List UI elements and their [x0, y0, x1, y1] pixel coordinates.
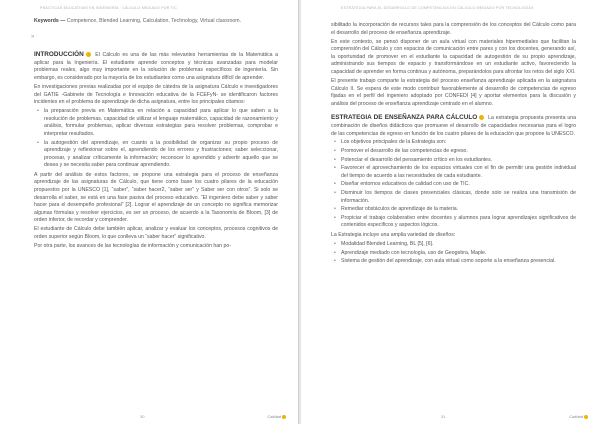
brand-mark [267, 414, 286, 419]
running-header: ESTRATEGIA PARA EL DESARROLLO DE COMPETENCIAS EN CÁLCULO MEDIADO POR TECNOLOGÍAS [341, 6, 534, 10]
right-page [301, 0, 600, 424]
left-page [0, 0, 299, 424]
factor-list [34, 108, 278, 170]
body-paragraph: Por otra parte, los avances de las tecnologías de información y comunicación han po- [34, 243, 231, 249]
body-paragraph: El presente trabajo comparte la estrategia del proceso enseñanza aprendizaje aplicada en la asignatura Cálculo II. Se espera de este modo contribuir favorablemente al desarrollo de competencias de egreso fijadas en el perfil del ingeniero adoptado por CONFEDI [4] y aportar elementos para la discusión y análisis del proceso de enseñanza aprendizaje centrado en el alumno. [331, 77, 576, 107]
objective-item: • Promover el desarrollo de las competencias de egreso. [341, 148, 576, 156]
keywords-text: Competence, Blended Learning, Calculation, Technology, Virtual classroom. [66, 18, 242, 24]
right-page-content [331, 22, 576, 394]
page-number: 30 [140, 414, 145, 419]
factor-item: • la preparación previa en Matemática en relación a capacidad para aplicar lo que saben a la resolución de problemas. capacidad de utilizar el lenguaje matemático, capacidad de razonamiento y análisis, formular problemas, aplicar diversas estrategias para resolver problemas, comprobar e interpretar resultados. [44, 108, 278, 138]
strategy-paragraph [331, 114, 576, 138]
objective-item: • Potenciar el desarrollo del pensamiento crítico en los estudiantes. [341, 157, 576, 165]
heading-bullet-icon [86, 52, 91, 57]
objectives-list [331, 139, 576, 230]
brand-text: Calidad [569, 414, 583, 419]
running-header: PRÁCTICAS EDUCATIVAS EN INGENIERÍA · CÁLCULO MEDIADO POR TIC [40, 6, 178, 10]
body-paragraph: El estudiante de Cálculo debe también aplicar, analizar y evaluar los conceptos, procesos cognitivos de orden superior según Bloom, lo que conlleva un “saber hacer” significativo. [34, 226, 278, 241]
objective-item: • Propiciar el trabajo colaborativo entre docentes y alumnos para lograr aprendizajes significativos de contenidos específicos y aspectos lógicos. [341, 215, 576, 230]
brand-text: Calidad [267, 414, 281, 419]
objectives-intro: • Los objetivos principales de la Estrategia son: [341, 139, 576, 147]
page-number: 31 [441, 414, 446, 419]
intro-heading: INTRODUCCIÓN [34, 51, 84, 59]
objective-item: • Favorecer el aprovechamiento de los espacios virtuales con el fin de permitir una gestión individual del tiempo de acuerdo a las necesidades de cada estudiante. [341, 165, 576, 180]
strategy-heading: ESTRATEGIA DE ENSEÑANZA PARA CÁLCULO [331, 114, 478, 122]
include-item: • Modalidad Blended Learning, BL [5], [6]. [341, 241, 576, 249]
section-marker: » [31, 33, 35, 40]
include-item: • Aprendizaje mediado con tecnología, uso de Geogebra, Maple. [341, 250, 576, 258]
factor-item: • la autogestión del aprendizaje, en cuanto a la posibilidad de organizar su propio proceso de aprendizaje y reflexionar sobre el, aprendiendo de los errores y frustraciones; saber seleccionar, procesar, y analizar críticamente la información; reconocer lo aprendido y advertir aquello que se desea y se necesita saber para continuar aprendiendo. [44, 140, 278, 170]
includes-list [331, 241, 576, 266]
objective-item: • Disminuir los tiempos de clases presenciales clásicas, donde solo se realiza una transmisión de información. [341, 190, 576, 205]
objective-item: • Remediar obstáculos de aprendizaje de la materia. [341, 206, 576, 214]
keywords [34, 18, 278, 26]
includes-intro: La Estrategia incluye una amplia variedad de diseños: [331, 232, 456, 239]
brand-icon [282, 415, 286, 419]
include-item: • Sistema de gestión del aprendizaje, con aula virtual como soporte a la enseñanza presencial. [341, 258, 576, 266]
keywords-label: Keywords — [34, 18, 66, 24]
brand-icon [584, 415, 588, 419]
body-paragraph: sibilitado la incorporación de recursos tales para la comprensión de los conceptos del Cálculo como para el desarrollo del proceso de enseñanza aprendizaje. [331, 22, 576, 36]
objective-item: • Diseñar entornos educativos de calidad con uso de TIC. [341, 181, 576, 189]
strategy-text: La estrategia propuesta presenta una combinación de diseños didácticos que promueve el desarrollo de capacidades necesarias para el logro de las competencias de egreso en función de los cuatro pilares de la educación que propone la UNESCO. [331, 115, 576, 137]
intro-text-1: El Cálculo es una de las más relevantes herramientas de la Matemática a aplicar para la Ingeniería. El estudiante aprende conceptos y técnicas avanzadas para modelar problemas reales, algo muy importante en la solución de problemas específicos de ingeniería. Sin embargo, es considerado por la mayoría de los estudiantes como una asignatura difícil de aprender. [34, 52, 278, 81]
intro-paragraph-2: En investigaciones previas realizadas por el equipo de cátedra de la asignatura Cálculo e investigadores del GATIE -Gabinete de Tecnología e Innovación educativa de la FCEFyN- se identificaron factores incidentes en el problema de aprendizaje de dicha asignatura, entre los principales citamos: [34, 83, 278, 106]
intro-paragraph-1 [34, 51, 278, 82]
left-page-content [31, 18, 278, 394]
body-paragraph: A partir del análisis de estos factores, se propone una estrategia para el proceso de enseñanza aprendizaje de las asignaturas de Cálculo, que tiene como base los cuatro pilares de la educación propuestos por la UNESCO [1], “saber”, “saber hacer2, “saber ser” y Saber ser con otros”. Si solo se desarrolla el saber, se está en una fase pasiva del proceso educativo. “El ingeniero debe saber y saber hacer para el desempeño profesional” [2]. Lograr el aprendizaje de un concepto no significa memorizar algunas fórmulas y resolver ejercicios, es ser un proceso, de acuerdo a la Taxonomía de Bloom, [3] de orden inferior, de recordar y comprender. [34, 171, 278, 224]
brand-mark [569, 414, 588, 419]
heading-bullet-icon [479, 115, 484, 120]
body-paragraph: En este contexto, se pensó disponer de un aula virtual con materiales hipermediales que facilitan la comprensión del Cálculo y con espacios de comunicación entre pares y con los docentes, generando así, la oportunidad de promover en el estudiante la capacidad de autogestión de su propio aprendizaje, administrando sus tiempos de espacio y transformándose en un estudiante activo, favoreciendo la capacidad de aprender en forma continua y autónoma, preparándolos para afrontar los retos del siglo XXI. [331, 38, 576, 75]
